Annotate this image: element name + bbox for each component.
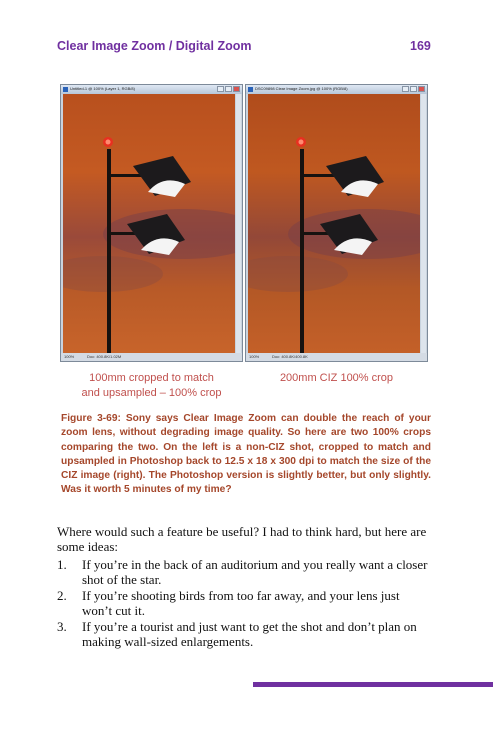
list-item — [57, 620, 432, 649]
intro-paragraph: Where would such a feature be useful? I had to think hard, but here are some ideas: — [57, 524, 427, 554]
minimize-icon[interactable] — [217, 86, 224, 92]
list-item — [57, 589, 432, 618]
list-number: 2. — [57, 588, 67, 603]
window-title: Untitled-1 @ 100% (Layer 1, RGB/8) — [70, 86, 135, 91]
ideas-list — [57, 558, 432, 651]
photoshop-app-icon — [248, 87, 253, 92]
photoshop-app-icon — [63, 87, 68, 92]
list-text: If you’re shooting birds from too far away, and your lens just won’t cut it. — [82, 588, 400, 618]
list-item — [57, 558, 432, 587]
running-header-title: Clear Image Zoom / Digital Zoom — [57, 39, 252, 53]
maximize-icon[interactable] — [410, 86, 417, 92]
vertical-scrollbar[interactable] — [421, 94, 426, 353]
list-number: 1. — [57, 557, 67, 572]
zoom-level[interactable]: 100% — [64, 354, 75, 359]
minimize-icon[interactable] — [402, 86, 409, 92]
left-image-caption — [60, 371, 243, 401]
lamp-photo-right — [248, 94, 420, 353]
doc-size: Doc: 400.8K/1.02M — [87, 354, 122, 359]
vertical-scrollbar[interactable] — [236, 94, 241, 353]
list-number: 3. — [57, 619, 67, 634]
lamp-photo-left — [63, 94, 235, 353]
left-caption-line-2: and upsampled – 100% crop — [81, 387, 222, 399]
figure-caption — [61, 412, 431, 498]
list-text: If you’re a tourist and just want to get the shot and don’t plan on making wall-sized enlargements. — [82, 619, 417, 649]
list-text: If you’re in the back of an auditorium and you really want a closer shot of the star. — [82, 557, 428, 587]
figure-text: Sony says Clear Image Zoom can double the reach of your zoom lens, without degrading image quality. So here are two 100% crops comparing the two. On the left is a non-CIZ shot, cropped to match and upsampled in Photoshop back to 12.5 x 18 x 300 dpi to match the size of the CIZ image (right). The Photoshop version is slightly better, but only slightly. Was it worth 5 minutes of my time? — [61, 413, 431, 496]
photoshop-window-left — [60, 84, 243, 362]
window-titlebar — [61, 85, 242, 94]
photoshop-window-right — [245, 84, 428, 362]
zoom-level[interactable]: 100% — [249, 354, 260, 359]
footer-accent-bar — [253, 682, 493, 687]
right-image-caption: 200mm CIZ 100% crop — [279, 372, 394, 384]
page-number: 169 — [410, 39, 431, 53]
figure-label: Figure 3-69: — [61, 413, 121, 424]
close-icon[interactable] — [233, 86, 240, 92]
window-titlebar — [246, 85, 427, 94]
window-title: DSC09898 Clear Image Zoom.jpg @ 100% (RGB/8) — [255, 86, 348, 91]
status-bar — [61, 353, 242, 361]
status-bar — [246, 353, 427, 361]
maximize-icon[interactable] — [225, 86, 232, 92]
doc-size: Doc: 400.8K/400.8K — [272, 354, 308, 359]
left-caption-line-1: 100mm cropped to match — [89, 372, 214, 384]
close-icon[interactable] — [418, 86, 425, 92]
